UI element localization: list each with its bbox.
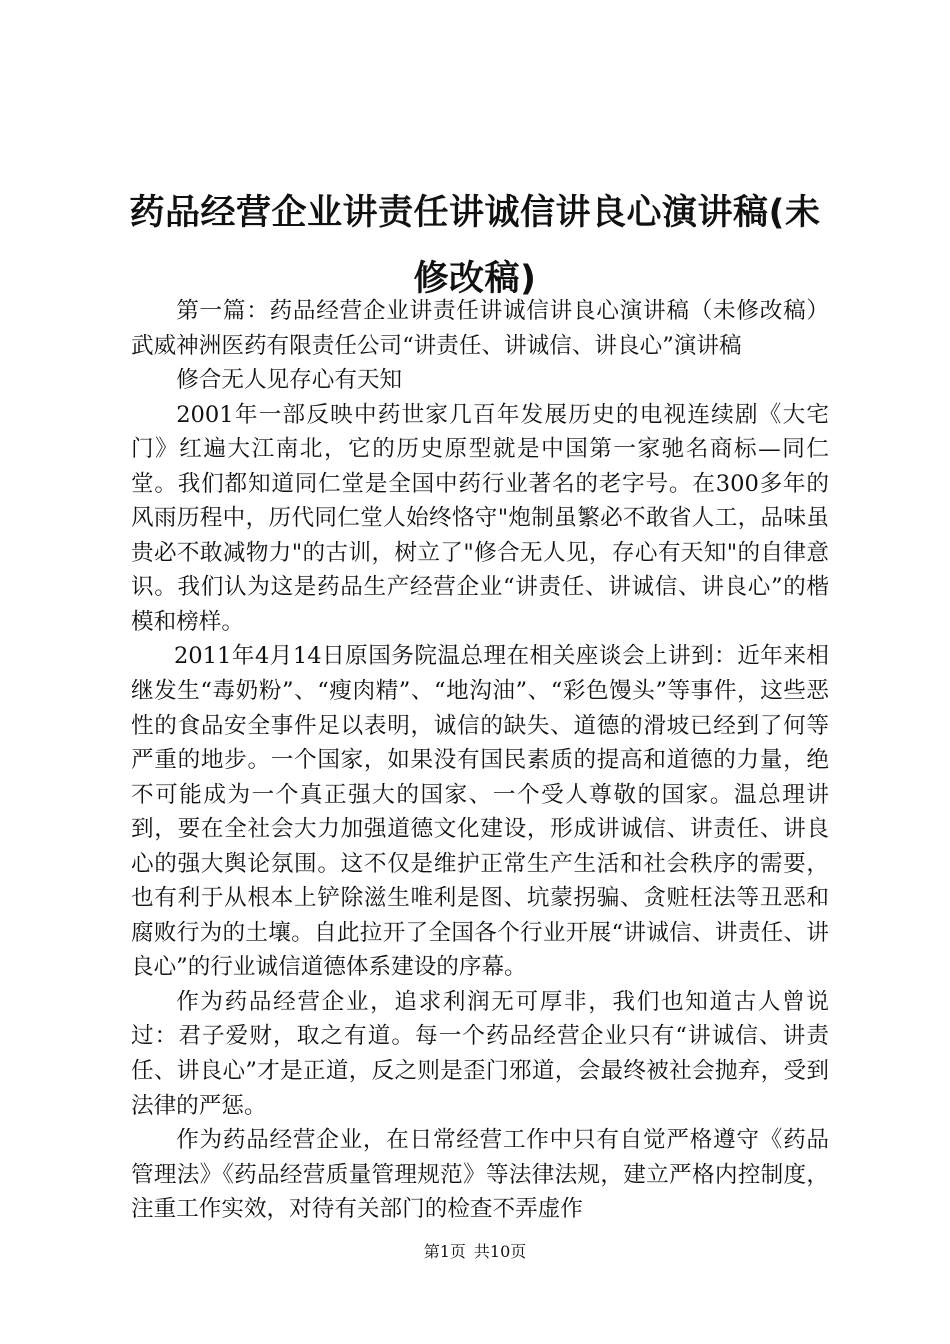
paragraph-tongrentang: 2001年一部反映中药世家几百年发展历史的电视连续剧《大宅门》红遍大江南北，它的历史原型就是中国第一家驰名商标—同仁堂。我们都知道同仁堂是全国中药行业著名的老字号。在300多年的风雨历程中，历代同仁堂人始终恪守"炮制虽繁必不敢省人工，品味虽贵必不敢减物力"的古训，树立了"修合无人见，存心有天知"的自律意识。我们认为这是药品生产经营企业“讲责任、讲诚信、讲良心”的楷模和榜样。: [131, 401, 829, 635]
page-number: 第1页: [423, 1242, 466, 1261]
page-footer: [0, 1242, 950, 1262]
title-line-1: 药品经营企业讲责任讲诚信讲良心演讲稿(未: [129, 193, 821, 233]
paragraph-intro: 第一篇：药品经营企业讲责任讲诚信讲良心演讲稿（未修改稿）武威神洲医药有限责任公司“讲责任、讲诚信、讲良心”演讲稿: [131, 298, 829, 359]
paragraph-profit: 作为药品经营企业，追求利润无可厚非，我们也知道古人曾说过：君子爱财，取之有道。每一个药品经营企业只有“讲诚信、讲责任、讲良心”才是正道，反之则是歪门邪道，会最终被社会抛弃，受到法律的严惩。: [131, 988, 829, 1119]
document-body: [131, 294, 829, 1227]
title-line-2: 修改稿): [413, 259, 537, 299]
paragraph-subtitle: 修合无人见存心有天知: [176, 367, 403, 394]
paragraph-compliance: 作为药品经营企业，在日常经营工作中只有自觉严格遵守《药品管理法》《药品经营质量管理规范》等法律法规，建立严格内控制度，注重工作实效，对待有关部门的检查不弄虚作: [131, 1127, 829, 1223]
page-total: 共10页: [473, 1242, 527, 1261]
paragraph-premier-speech: 2011年4月14日原国务院温总理在相关座谈会上讲到：近年来相继发生“毒奶粉”、“瘦肉精”、“地沟油”、“彩色馒头”等事件，这些恶性的食品安全事件足以表明，诚信的缺失、道德的滑坡已经到了何等严重的地步。一个国家，如果没有国民素质的提高和道德的力量，绝不可能成为一个真正强大的国家、一个受人尊敬的国家。温总理讲到，要在全社会大力加强道德文化建设，形成讲诚信、讲责任、讲良心的强大舆论氛围。这不仅是维护正常生产生活和社会秩序的需要，也有利于从根本上铲除滋生唯利是图、坑蒙拐骗、贪赃枉法等丑恶和腐败行为的土壤。自此拉开了全国各个行业开展“讲诚信、讲责任、讲良心”的行业诚信道德体系建设的序幕。: [131, 643, 829, 981]
document-title: [110, 180, 840, 312]
